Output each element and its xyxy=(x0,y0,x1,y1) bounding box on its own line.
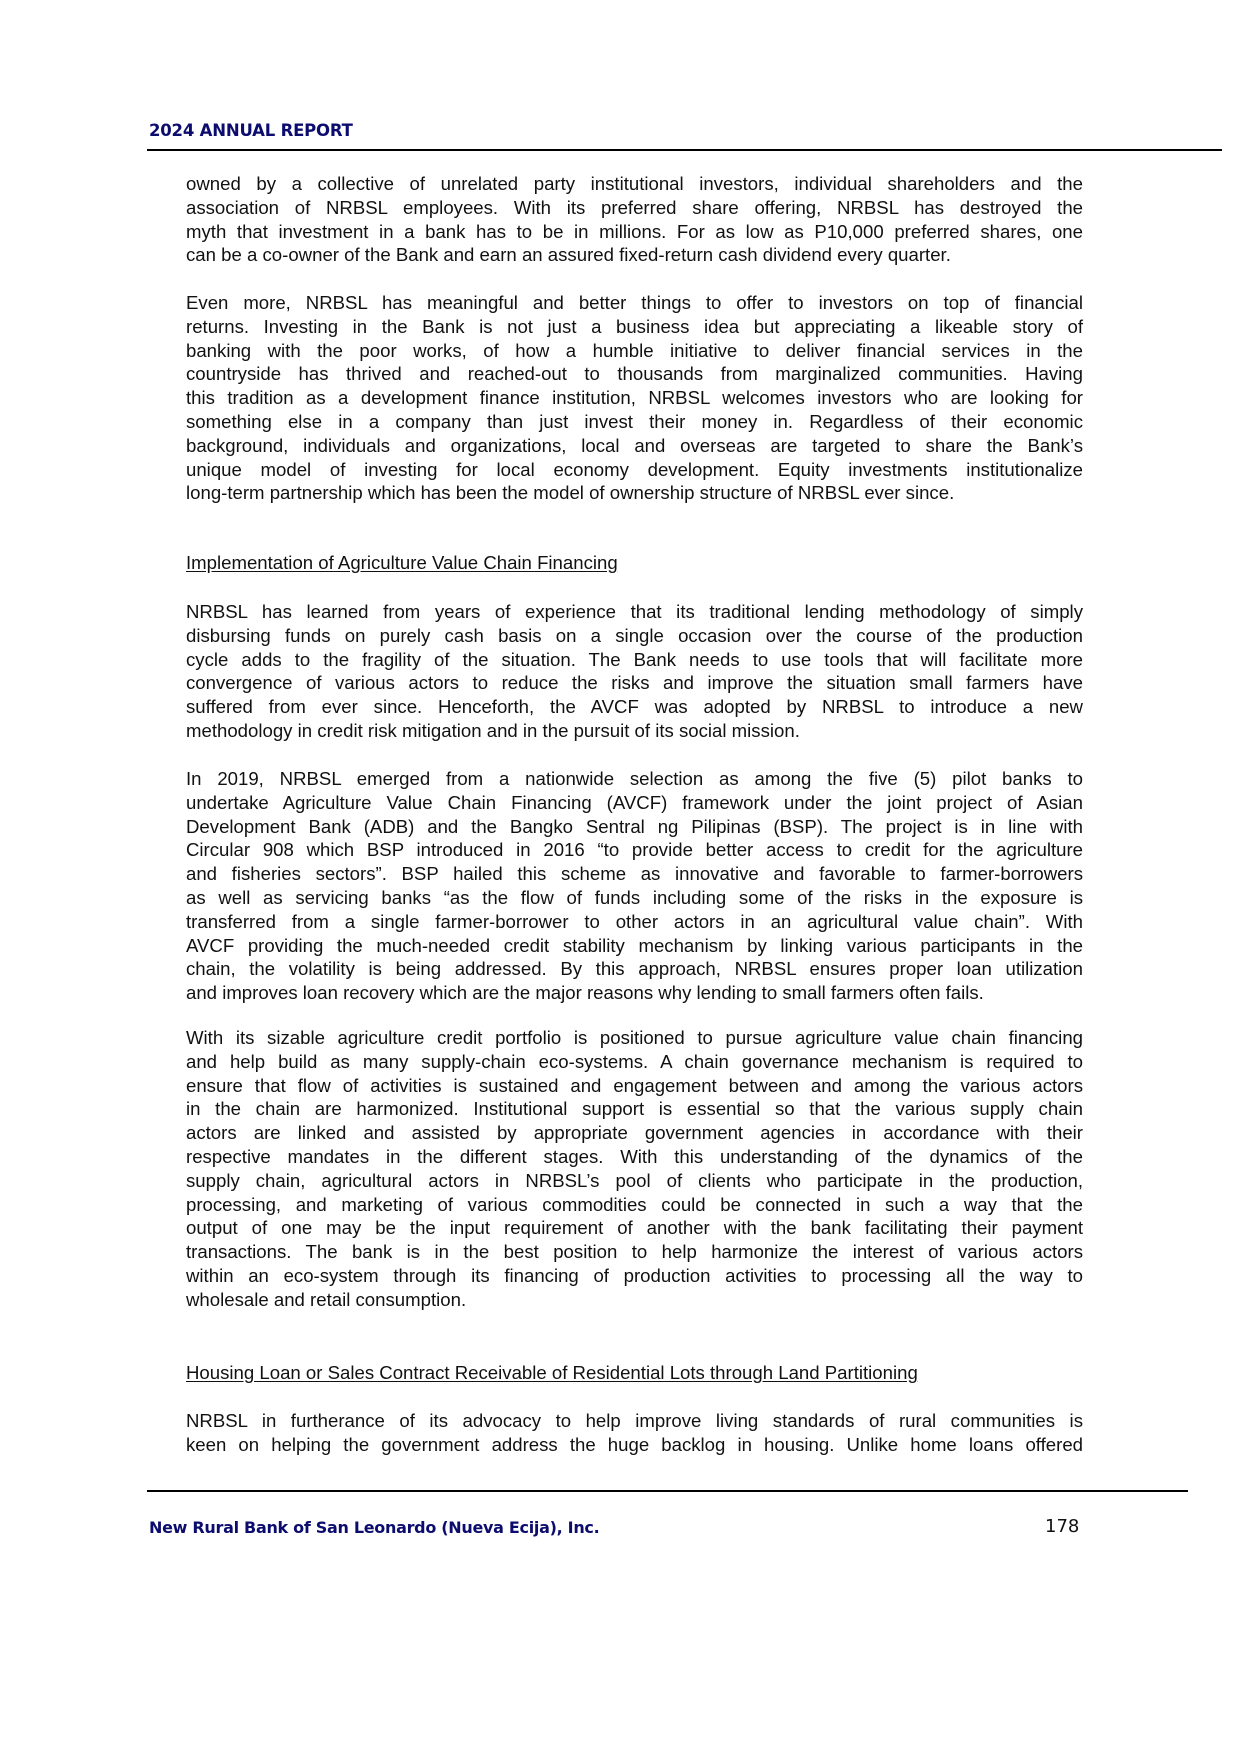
report-title: 2024 ANNUAL REPORT xyxy=(149,121,353,140)
header-divider xyxy=(147,149,1222,151)
text-line: disbursing funds on purely cash basis on a single occasion over the course of the production xyxy=(186,624,1083,646)
paragraph-ownership xyxy=(186,172,1083,267)
text-line: unique model of investing for local economy development. Equity investments institutionalize xyxy=(186,458,1083,480)
text-line: long-term partnership which has been the model of ownership structure of NRBSL ever since. xyxy=(186,482,955,504)
text-line: countryside has thrived and reached-out to thousands from marginalized communities. Having xyxy=(186,363,1083,385)
text-line: With its sizable agriculture credit portfolio is positioned to pursue agriculture value chain financing xyxy=(186,1027,1083,1048)
text-line: transferred from a single farmer-borrower to other actors in an agricultural value chain”. With xyxy=(186,910,1083,932)
text-line: AVCF providing the much-needed credit stability mechanism by linking various participants in the xyxy=(186,934,1083,956)
text-line: as well as servicing banks “as the flow of funds including some of the risks in the exposure is xyxy=(186,886,1083,908)
text-line: myth that investment in a bank has to be in millions. For as low as P10,000 preferred shares, one xyxy=(186,220,1083,242)
text-line: cycle adds to the fragility of the situation. The Bank needs to use tools that will facilitate more xyxy=(186,648,1083,670)
paragraph-avcf-pilot xyxy=(186,767,1083,1005)
text-line: and improves loan recovery which are the major reasons why lending to small farmers often fails. xyxy=(186,982,984,1004)
text-line: and fisheries sectors”. BSP hailed this scheme as innovative and favorable to farmer-borrowers xyxy=(186,863,1083,885)
footer-divider xyxy=(147,1490,1188,1492)
text-line: NRBSL in furtherance of its advocacy to help improve living standards of rural communities is xyxy=(186,1410,1083,1431)
section-heading-housing: Housing Loan or Sales Contract Receivable of Residential Lots through Land Partitioning xyxy=(186,1362,918,1383)
paragraph-investor-value xyxy=(186,291,1083,505)
text-line: actors are linked and assisted by appropriate government agencies in accordance with their xyxy=(186,1122,1083,1144)
text-line: can be a co-owner of the Bank and earn an assured fixed-return cash dividend every quarter. xyxy=(186,244,951,266)
text-line: returns. Investing in the Bank is not just a business idea but appreciating a likeable story of xyxy=(186,315,1083,337)
text-line: banking with the poor works, of how a humble initiative to deliver financial services in the xyxy=(186,339,1083,361)
text-line: methodology in credit risk mitigation and in the pursuit of its social mission. xyxy=(186,719,800,741)
text-line: association of NRBSL employees. With its preferred share offering, NRBSL has destroyed the xyxy=(186,196,1083,218)
text-line: supply chain, agricultural actors in NRBSL’s pool of clients who participate in the production, xyxy=(186,1169,1083,1191)
text-line: keen on helping the government address the huge backlog in housing. Unlike home loans offered xyxy=(186,1433,1083,1455)
paragraph-lending-experience xyxy=(186,600,1083,743)
paragraph-supply-chain xyxy=(186,1026,1083,1312)
page-number: 178 xyxy=(1045,1516,1080,1537)
text-line: owned by a collective of unrelated party institutional investors, individual shareholders and the xyxy=(186,173,1083,194)
text-line: output of one may be the input requirement of another with the bank facilitating their payment xyxy=(186,1217,1083,1239)
text-line: processing, and marketing of various commodities could be connected in such a way that the xyxy=(186,1193,1083,1215)
text-line: something else in a company than just invest their money in. Regardless of their economic xyxy=(186,410,1083,432)
text-line: ensure that flow of activities is sustained and engagement between and among the various actors xyxy=(186,1074,1083,1096)
text-line: In 2019, NRBSL emerged from a nationwide selection as among the five (5) pilot banks to xyxy=(186,768,1083,789)
footer-bank-name: New Rural Bank of San Leonardo (Nueva Ecija), Inc. xyxy=(149,1518,600,1537)
text-line: Development Bank (ADB) and the Bangko Sentral ng Pilipinas (BSP). The project is in line with xyxy=(186,815,1083,837)
text-line: respective mandates in the different stages. With this understanding of the dynamics of the xyxy=(186,1145,1083,1167)
text-line: transactions. The bank is in the best position to help harmonize the interest of various actors xyxy=(186,1241,1083,1263)
text-line: chain, the volatility is being addressed. By this approach, NRBSL ensures proper loan utilization xyxy=(186,958,1083,980)
text-line: this tradition as a development finance institution, NRBSL welcomes investors who are looking for xyxy=(186,387,1083,409)
text-line: suffered from ever since. Henceforth, the AVCF was adopted by NRBSL to introduce a new xyxy=(186,696,1083,718)
text-line: within an eco-system through its financing of production activities to processing all the way to xyxy=(186,1264,1083,1286)
paragraph-housing xyxy=(186,1409,1083,1457)
section-heading-avcf: Implementation of Agriculture Value Chain Financing xyxy=(186,552,618,573)
text-line: NRBSL has learned from years of experience that its traditional lending methodology of simply xyxy=(186,601,1083,622)
text-line: undertake Agriculture Value Chain Financing (AVCF) framework under the joint project of Asian xyxy=(186,791,1083,813)
text-line: Even more, NRBSL has meaningful and better things to offer to investors on top of financial xyxy=(186,292,1083,313)
text-line: in the chain are harmonized. Institutional support is essential so that the various supply chain xyxy=(186,1098,1083,1120)
text-line: wholesale and retail consumption. xyxy=(186,1288,467,1310)
text-line: convergence of various actors to reduce the risks and improve the situation small farmers have xyxy=(186,672,1083,694)
text-line: background, individuals and organizations, local and overseas are targeted to share the Bank’s xyxy=(186,434,1083,456)
text-line: and help build as many supply-chain eco-systems. A chain governance mechanism is required to xyxy=(186,1050,1083,1072)
text-line: Circular 908 which BSP introduced in 2016 “to provide better access to credit for the agriculture xyxy=(186,839,1083,861)
